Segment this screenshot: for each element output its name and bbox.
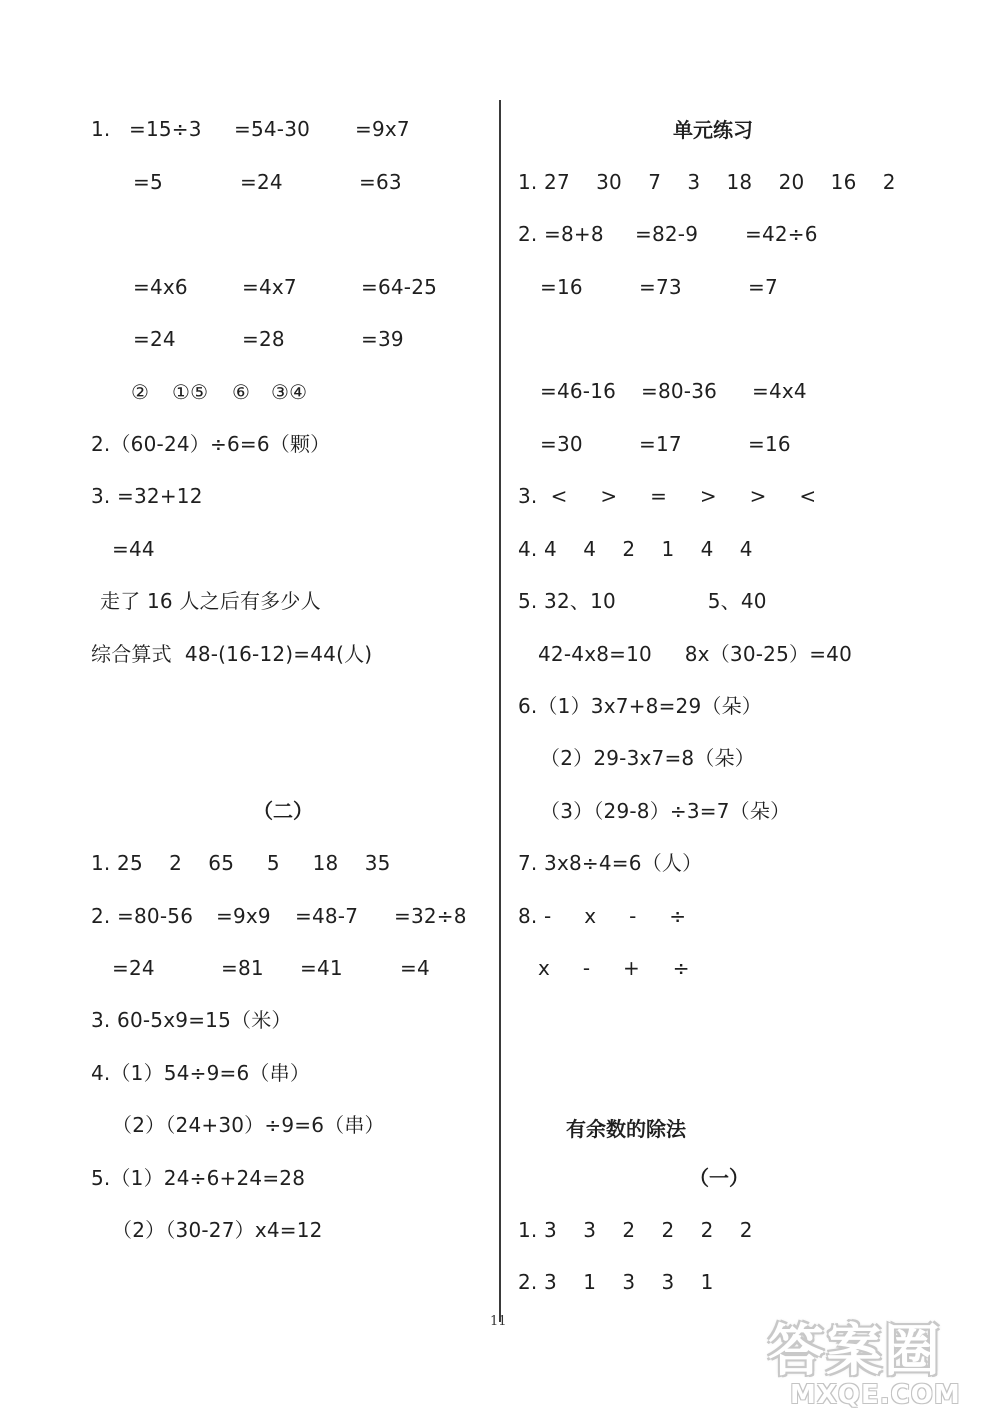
watermark-site-text: MXQE.COM: [790, 1380, 961, 1410]
s2-q2-result-a: =24: [112, 956, 155, 980]
s2-q1-answers: 1. 25 2 65 5 18 35: [91, 851, 391, 875]
unit-q6-part3: （3）（29-8）÷3=7（朵）: [540, 799, 791, 823]
unit-q8-row2: x - + ÷: [538, 956, 690, 980]
q3-expr: 3. =32+12: [91, 484, 203, 508]
division-with-remainder-title: 有余数的除法: [566, 1117, 686, 1141]
remainder-q1-answers: 1. 3 3 2 2 2 2: [518, 1218, 753, 1242]
unit-practice-title: 单元练习: [673, 118, 753, 142]
unit-q5-answers: 5. 32、10 5、40: [518, 589, 767, 613]
unit-q2-expr-e: =80-36: [641, 379, 718, 403]
unit-q2-result-e: =17: [639, 432, 682, 456]
column-divider: [499, 100, 501, 1322]
watermark-logo: [768, 1320, 996, 1410]
unit-q1-answers: 1. 27 30 7 3 18 20 16 2: [518, 170, 896, 194]
q1-choice-a: ②: [131, 380, 150, 404]
q1-expr-c: =9x7: [355, 117, 410, 141]
s2-q2-expr-a: 2. =80-56: [91, 904, 194, 928]
unit-q8-row1: 8. - x - ÷: [518, 904, 687, 928]
s2-q3-answer: 3. 60-5x9=15（米）: [91, 1008, 292, 1032]
page-number: 11: [490, 1314, 507, 1329]
q1-result-d: =24: [133, 327, 176, 351]
q1-result-f: =39: [361, 327, 404, 351]
s2-q2-result-d: =4: [400, 956, 430, 980]
watermark-main-text: 答案圈: [768, 1319, 942, 1384]
q1-result-e: =28: [242, 327, 285, 351]
s2-q2-expr-d: =32÷8: [394, 904, 467, 928]
q1-choice-d: ③④: [271, 380, 308, 404]
q1-expr-b: =54-30: [234, 117, 311, 141]
s2-q4-part1: 4.（1）54÷9=6（串）: [91, 1061, 311, 1085]
q3-result: =44: [112, 537, 155, 561]
unit-q2-expr-d: =46-16: [540, 379, 617, 403]
unit-q5-formulas: 42-4x8=10 8x（30-25）=40: [538, 642, 853, 666]
unit-q2-expr-b: =82-9: [635, 222, 699, 246]
q3-combined-formula: 综合算式 48-(16-12)=44(人): [91, 642, 373, 666]
unit-q2-result-a: =16: [540, 275, 583, 299]
s2-q2-expr-c: =48-7: [295, 904, 359, 928]
unit-q7-answer: 7. 3x8÷4=6（人）: [518, 851, 703, 875]
s2-q2-result-b: =81: [221, 956, 264, 980]
q1-expr-a: =15÷3: [129, 117, 202, 141]
unit-q6-part1: 6.（1）3x7+8=29（朵）: [518, 694, 762, 718]
q1-choice-c: ⑥: [232, 380, 251, 404]
unit-q6-part2: （2）29-3x7=8（朵）: [540, 746, 755, 770]
unit-q2-expr-a: 2. =8+8: [518, 222, 604, 246]
s2-q2-expr-b: =9x9: [216, 904, 271, 928]
q1-expr-e: =4x7: [242, 275, 297, 299]
remainder-q2-answers: 2. 3 1 3 3 1: [518, 1270, 714, 1294]
s2-q2-result-c: =41: [300, 956, 343, 980]
q1-result-c: =63: [359, 170, 402, 194]
unit-q2-expr-c: =42÷6: [745, 222, 818, 246]
unit-q2-result-d: =30: [540, 432, 583, 456]
q2-answer: 2.（60-24）÷6=6（颗）: [91, 432, 331, 456]
q1-choice-b: ①⑤: [172, 380, 209, 404]
s2-q5-part1: 5.（1）24÷6+24=28: [91, 1166, 306, 1190]
s2-q4-part2: （2）（24+30）÷9=6（串）: [112, 1113, 385, 1137]
unit-q4-answers: 4. 4 4 2 1 4 4: [518, 537, 753, 561]
remainder-section-one-title: （一）: [689, 1166, 749, 1190]
unit-q2-result-f: =16: [748, 432, 791, 456]
q1-result-a: =5: [133, 170, 163, 194]
q1-expr-d: =4x6: [133, 275, 188, 299]
s2-q5-part2: （2）（30-27）x4=12: [112, 1218, 323, 1242]
q1-result-b: =24: [240, 170, 283, 194]
unit-q3-comparisons: 3. < > = > > <: [518, 484, 817, 508]
section-two-title: （二）: [253, 799, 313, 823]
unit-q2-result-b: =73: [639, 275, 682, 299]
unit-q2-result-c: =7: [748, 275, 778, 299]
q1-number: 1.: [91, 117, 111, 141]
q1-expr-f: =64-25: [361, 275, 438, 299]
q3-question: 走了 16 人之后有多少人: [100, 589, 321, 613]
unit-q2-expr-f: =4x4: [752, 379, 807, 403]
